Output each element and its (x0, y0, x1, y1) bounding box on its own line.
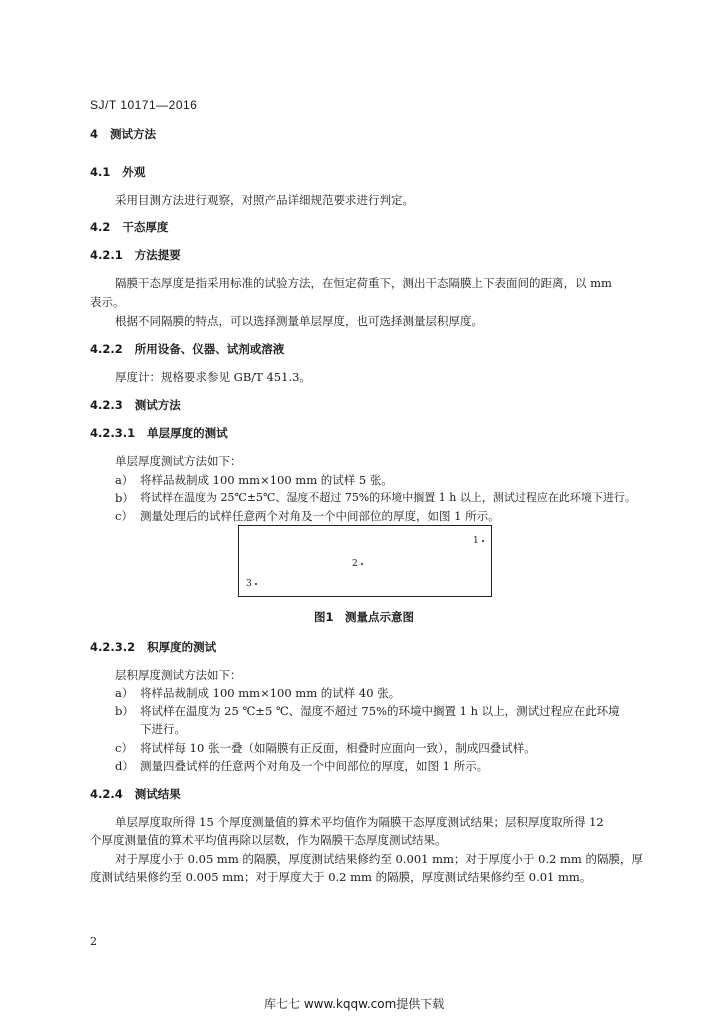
figure-caption: 图1 测量点示意图 (314, 610, 415, 624)
paragraph-line: 个厚度测量值的算术平均值再除以层数，作为隔膜干态厚度测试结果。 (90, 833, 447, 847)
paragraph-line: 隔膜干态厚度是指采用标准的试验方法，在恒定荷重下，测出干态隔膜上下表面间的距离，以 mm (115, 276, 612, 290)
section-title: 干态厚度 (122, 220, 169, 234)
list-item: 测量四叠试样的任意两个对角及一个中间部位的厚度，如图 1 所示。 (140, 759, 489, 773)
measurement-points-figure (238, 525, 492, 597)
section-4-2-heading (90, 220, 168, 234)
list-item: 测量处理后的试样任意两个对角及一个中间部位的厚度，如图 1 所示。 (140, 509, 500, 523)
list-item: 将样品裁制成 100 mm×100 mm 的试样 5 张。 (140, 473, 393, 487)
list-item-line: 将试样在温度为 25 ℃±5 ℃、湿度不超过 75%的环境中搁置 1 h 以上，测试过程应在此环境 (140, 704, 620, 718)
paragraph-line: 对于厚度小于 0.05 mm 的隔膜，厚度测试结果修约至 0.001 mm；对于厚度小于 0.2 mm 的隔膜，厚 (115, 852, 643, 866)
paragraph: 厚度计：规格要求参见 GB/T 451.3。 (115, 370, 311, 384)
section-title: 测试方法 (134, 398, 181, 412)
section-4-2-4-heading (90, 787, 181, 801)
list-label: b） (115, 491, 134, 505)
section-number: 4.2.4 (90, 787, 123, 801)
section-4-2-2-heading (90, 342, 284, 356)
list-intro: 单层厚度测试方法如下： (115, 454, 242, 468)
section-4-2-3-2-heading (90, 640, 216, 654)
section-number: 4.2 (90, 220, 111, 234)
list-intro: 层积厚度测试方法如下： (115, 668, 242, 682)
section-title: 测试结果 (134, 787, 181, 801)
section-title: 单层厚度的测试 (147, 426, 228, 440)
section-number: 4 (90, 127, 99, 141)
page-number: 2 (90, 935, 97, 948)
section-number: 4.1 (90, 165, 111, 179)
paragraph: 采用目测方法进行观察，对照产品详细规范要求进行判定。 (115, 193, 414, 207)
paragraph-line: 单层厚度取所得 15 个厚度测量值的算术平均值作为隔膜干态厚度测试结果；层积厚度取所得 12 (115, 815, 604, 829)
list-label: c） (115, 509, 133, 523)
section-title: 方法提要 (134, 248, 181, 262)
list-label: b） (115, 704, 134, 718)
section-4-2-3-heading (90, 398, 181, 412)
list-label: a） (115, 473, 134, 487)
measurement-point-3: 3 (246, 579, 257, 589)
section-title: 外观 (122, 165, 146, 179)
section-number: 4.2.1 (90, 248, 123, 262)
section-number: 4.2.3 (90, 398, 123, 412)
measurement-point-2: 2 (352, 559, 363, 569)
footer-watermark: 库七七 www.kqqw.com提供下载 (264, 997, 445, 1011)
list-item-line: 下进行。 (140, 722, 186, 736)
section-4-2-3-1-heading (90, 426, 228, 440)
section-4-heading (90, 127, 156, 141)
section-number: 4.2.3.1 (90, 426, 136, 440)
list-item: 将试样在温度为 25℃±5℃、湿度不超过 75%的环境中搁置 1 h 以上，测试过程应在此环境下进行。 (140, 491, 636, 504)
paragraph: 根据不同隔膜的特点，可以选择测量单层厚度，也可选择测量层积厚度。 (115, 314, 483, 328)
list-label: c） (115, 741, 133, 755)
section-title: 测试方法 (110, 127, 157, 141)
section-number: 4.2.3.2 (90, 640, 136, 654)
section-number: 4.2.2 (90, 342, 123, 356)
list-item: 将样品裁制成 100 mm×100 mm 的试样 40 张。 (140, 686, 401, 700)
section-4-2-1-heading (90, 248, 181, 262)
measurement-point-1: 1 (473, 536, 484, 546)
list-item: 将试样每 10 张一叠（如隔膜有正反面，相叠时应面向一致），制成四叠试样。 (140, 741, 536, 755)
paragraph-line: 表示。 (90, 295, 125, 309)
paragraph-line: 度测试结果修约至 0.005 mm；对于厚度大于 0.2 mm 的隔膜，厚度测试结果修约至 0.01 mm。 (90, 870, 592, 884)
section-title: 所用设备、仪器、试剂或溶液 (134, 342, 285, 356)
section-4-1-heading (90, 165, 145, 179)
section-title: 积厚度的测试 (147, 640, 217, 654)
list-label: d） (115, 759, 134, 773)
document-code: SJ/T 10171—2016 (90, 98, 198, 112)
list-label: a） (115, 686, 134, 700)
